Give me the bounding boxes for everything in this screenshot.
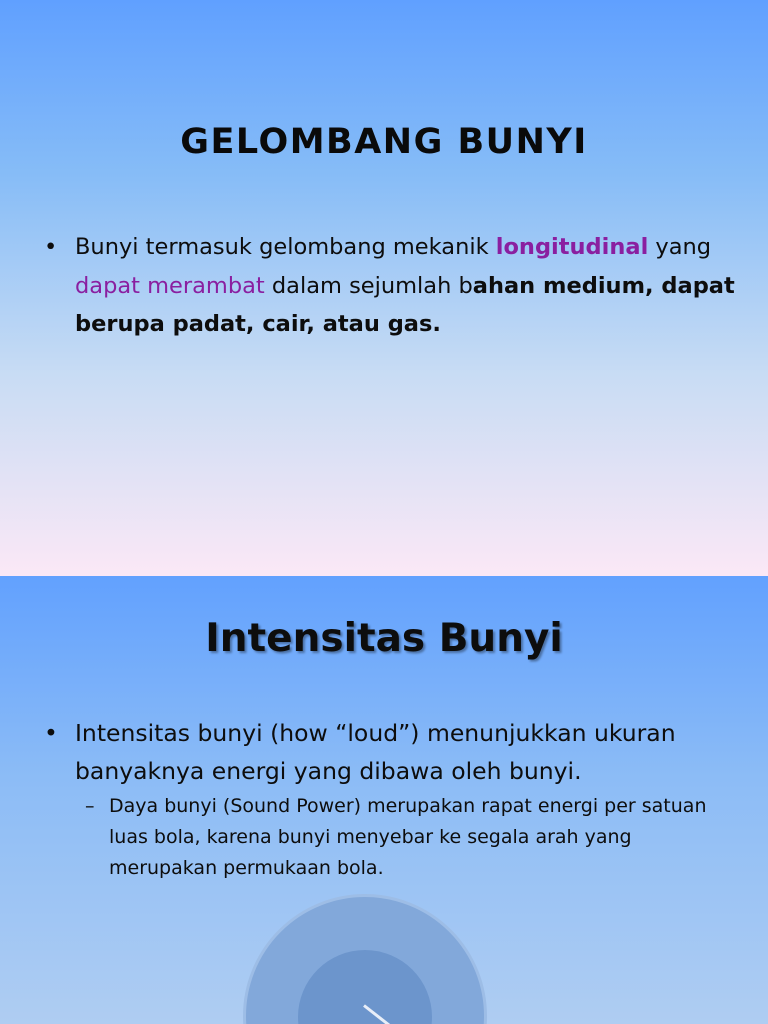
sub-bullet-text: Daya bunyi (Sound Power) merupakan rapat energi per satuan luas bola, karena bunyi menyebar ke segala arah yang merupakan permukaan bola. <box>109 795 707 879</box>
bullet-item <box>44 228 754 344</box>
slide-title: GELOMBANG BUNYI <box>180 122 588 162</box>
bullet-text <box>75 228 754 344</box>
bullet-icon: • <box>44 234 58 260</box>
bullet-item <box>44 714 734 790</box>
slide-title: Intensitas Bunyi <box>205 616 563 661</box>
bullet-text: Intensitas bunyi (how “loud”) menunjukkan ukuran banyaknya energi yang dibawa oleh bunyi. <box>75 719 676 785</box>
dash-icon: – <box>85 795 95 817</box>
text-run: yang <box>648 234 712 260</box>
highlight-longitudinal: longitudinal <box>495 234 649 260</box>
highlight-dapat-merambat: dapat merambat <box>75 272 265 299</box>
text-run: dalam sejumlah b <box>264 272 473 299</box>
bullet-icon: • <box>44 719 58 747</box>
sub-bullet-item <box>85 791 725 884</box>
slide-intensitas-bunyi <box>0 576 768 1024</box>
bold-text-run: ahan medium, dapat berupa padat, cair, atau gas. <box>75 272 735 337</box>
text-run: Bunyi termasuk gelombang mekanik <box>75 234 496 260</box>
